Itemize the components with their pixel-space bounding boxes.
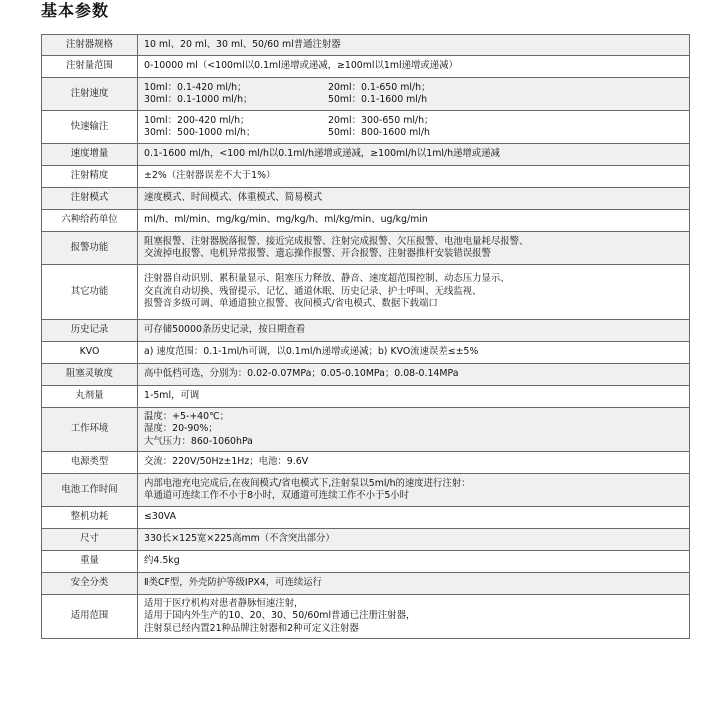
value-line: a) 速度范围：0.1-1ml/h可调，以0.1ml/h递增或递减；b) KVO流速误差≤±5% — [144, 346, 479, 358]
row-label: 六种给药单位 — [42, 210, 138, 232]
row-value — [138, 166, 690, 188]
row-label: 重量 — [42, 551, 138, 573]
table-row — [42, 265, 690, 320]
row-label: 注射模式 — [42, 188, 138, 210]
table-row — [42, 56, 690, 78]
row-value — [138, 56, 690, 78]
value-line: ml/h、ml/min、mg/kg/min、mg/kg/h、ml/kg/min、ug/kg/min — [144, 214, 428, 226]
page-title: 基本参数 — [41, 1, 110, 20]
value-line: 高中低档可选，分别为：0.02-0.07MPa；0.05-0.10MPa；0.08-0.14MPa — [144, 368, 459, 380]
row-label: 丸剂量 — [42, 386, 138, 408]
value-pair — [144, 82, 683, 95]
row-label: 注射器规格 — [42, 35, 138, 56]
row-value — [138, 408, 690, 452]
row-value — [138, 595, 690, 639]
value-line: 1-5ml，可调 — [144, 390, 200, 402]
value-line: 约4.5kg — [144, 555, 180, 567]
row-value — [138, 320, 690, 342]
value-line: 可存储50000条历史记录，按日期查看 — [144, 324, 306, 336]
row-label: 其它功能 — [42, 265, 138, 320]
row-value — [138, 452, 690, 474]
row-value — [138, 210, 690, 232]
value-text: 30ml：500-1000 ml/h； — [144, 127, 256, 138]
row-value — [138, 78, 690, 111]
table-row — [42, 573, 690, 595]
row-label: 注射速度 — [42, 78, 138, 111]
table-row — [42, 474, 690, 507]
row-label: 尺寸 — [42, 529, 138, 551]
row-value — [138, 111, 690, 144]
table-row — [42, 188, 690, 210]
row-label: 阻塞灵敏度 — [42, 364, 138, 386]
table-row — [42, 507, 690, 529]
row-label: 注射量范围 — [42, 56, 138, 78]
value-text: 10ml：0.1-420 ml/h； — [144, 81, 247, 93]
value-line: 交直流自动切换、残留提示、记忆、通道休眠、历史记录、护士呼叫、无线监视、 — [144, 285, 482, 297]
table-row — [42, 144, 690, 166]
table-row — [42, 408, 690, 452]
row-value — [138, 364, 690, 386]
row-label: 整机功耗 — [42, 507, 138, 529]
value-line: 交流掉电报警、电机异常报警、遗忘操作报警、开合报警、注射器推杆安装错误报警 — [144, 248, 491, 259]
row-value — [138, 507, 690, 529]
row-label: 历史记录 — [42, 320, 138, 342]
row-value — [138, 551, 690, 573]
value-line: ≤30VA — [144, 511, 177, 523]
table-row — [42, 452, 690, 474]
table-row — [42, 386, 690, 408]
row-value — [138, 144, 690, 166]
value-line: 适用于医疗机构对患者静脉恒速注射， — [144, 597, 304, 609]
row-value — [138, 474, 690, 507]
value-pair — [144, 127, 683, 140]
value-line: 报警音多级可调、单通道独立报警、夜间模式/省电模式、数据下载端口 — [144, 298, 438, 310]
value-line: 0.1-1600 ml/h，<100 ml/h以0.1ml/h递增或递减，≥100ml/h以1ml/h递增或递减 — [144, 148, 500, 160]
value-line: 大气压力：860-1060hPa — [144, 435, 253, 447]
table-row — [42, 210, 690, 232]
row-value — [138, 232, 690, 265]
row-label: 工作环境 — [42, 408, 138, 452]
table-row — [42, 166, 690, 188]
value-line: 10 ml、20 ml、30 ml、50/60 ml普通注射器 — [144, 38, 341, 50]
row-value — [138, 188, 690, 210]
value-line: 适用于国内外生产的10、20、30、50/60ml普通已注册注射器， — [144, 610, 416, 622]
table-row — [42, 342, 690, 364]
value-line: 速度模式、时间模式、体重模式、简易模式 — [144, 192, 323, 204]
value-line: 交流：220V/50Hz±1Hz；电池：9.6V — [144, 456, 309, 468]
value-line: ±2%（注射器误差不大于1%） — [144, 170, 276, 182]
value-text: 20ml：0.1-650 ml/h； — [328, 81, 431, 93]
row-value — [138, 265, 690, 320]
table-row — [42, 232, 690, 265]
value-line: 注射器自动识别、累积量显示、阻塞压力释放、静音、速度超范围控制、动态压力显示、 — [144, 273, 510, 285]
row-value — [138, 35, 690, 56]
value-text: 10ml：200-420 ml/h； — [144, 114, 250, 126]
row-label: KVO — [42, 342, 138, 364]
row-value — [138, 386, 690, 408]
row-label: 注射精度 — [42, 166, 138, 188]
value-text: 20ml：300-650 ml/h； — [328, 114, 434, 126]
row-label: 适用范围 — [42, 595, 138, 639]
value-line: 单通道可连续工作不小于8小时，双通道可连续工作不小于5小时 — [144, 490, 410, 501]
table-row — [42, 320, 690, 342]
value-line: 330长×125宽×225高mm（不含突出部分） — [144, 533, 335, 545]
row-label: 电源类型 — [42, 452, 138, 474]
value-line: 温度：+5-+40℃； — [144, 410, 230, 422]
row-label: 速度增量 — [42, 144, 138, 166]
table-row — [42, 551, 690, 573]
row-label: 快速输注 — [42, 111, 138, 144]
table-row — [42, 111, 690, 144]
table-row — [42, 529, 690, 551]
table-row — [42, 35, 690, 56]
table-row — [42, 595, 690, 639]
table-row — [42, 78, 690, 111]
value-text: 50ml：800-1600 ml/h — [328, 127, 430, 138]
spec-table — [41, 34, 690, 639]
row-label: 电池工作时间 — [42, 474, 138, 507]
value-pair — [144, 94, 683, 107]
row-value — [138, 529, 690, 551]
row-value — [138, 342, 690, 364]
row-label: 安全分类 — [42, 573, 138, 595]
value-line: 0-10000 ml（<100ml以0.1ml递增或递减，≥100ml以1ml递增或递减） — [144, 60, 458, 72]
value-line: 内部电池充电完成后,在夜间模式/省电模式下,注射泵以5ml/h的速度进行注射： — [144, 477, 471, 489]
row-label: 报警功能 — [42, 232, 138, 265]
value-line: 阻塞报警、注射器脱落报警、接近完成报警、注射完成报警、欠压报警、电池电量耗尽报警、 — [144, 235, 529, 247]
value-text: 30ml：0.1-1000 ml/h； — [144, 94, 253, 105]
value-line: Ⅱ类CF型，外壳防护等级IPX4，可连续运行 — [144, 577, 322, 589]
row-value — [138, 573, 690, 595]
table-row — [42, 364, 690, 386]
value-text: 50ml：0.1-1600 ml/h — [328, 94, 428, 105]
value-pair — [144, 115, 683, 128]
value-line: 湿度：20-90%； — [144, 423, 218, 435]
value-line: 注射泵已经内置21种品牌注射器和2种可定义注射器 — [144, 622, 359, 634]
